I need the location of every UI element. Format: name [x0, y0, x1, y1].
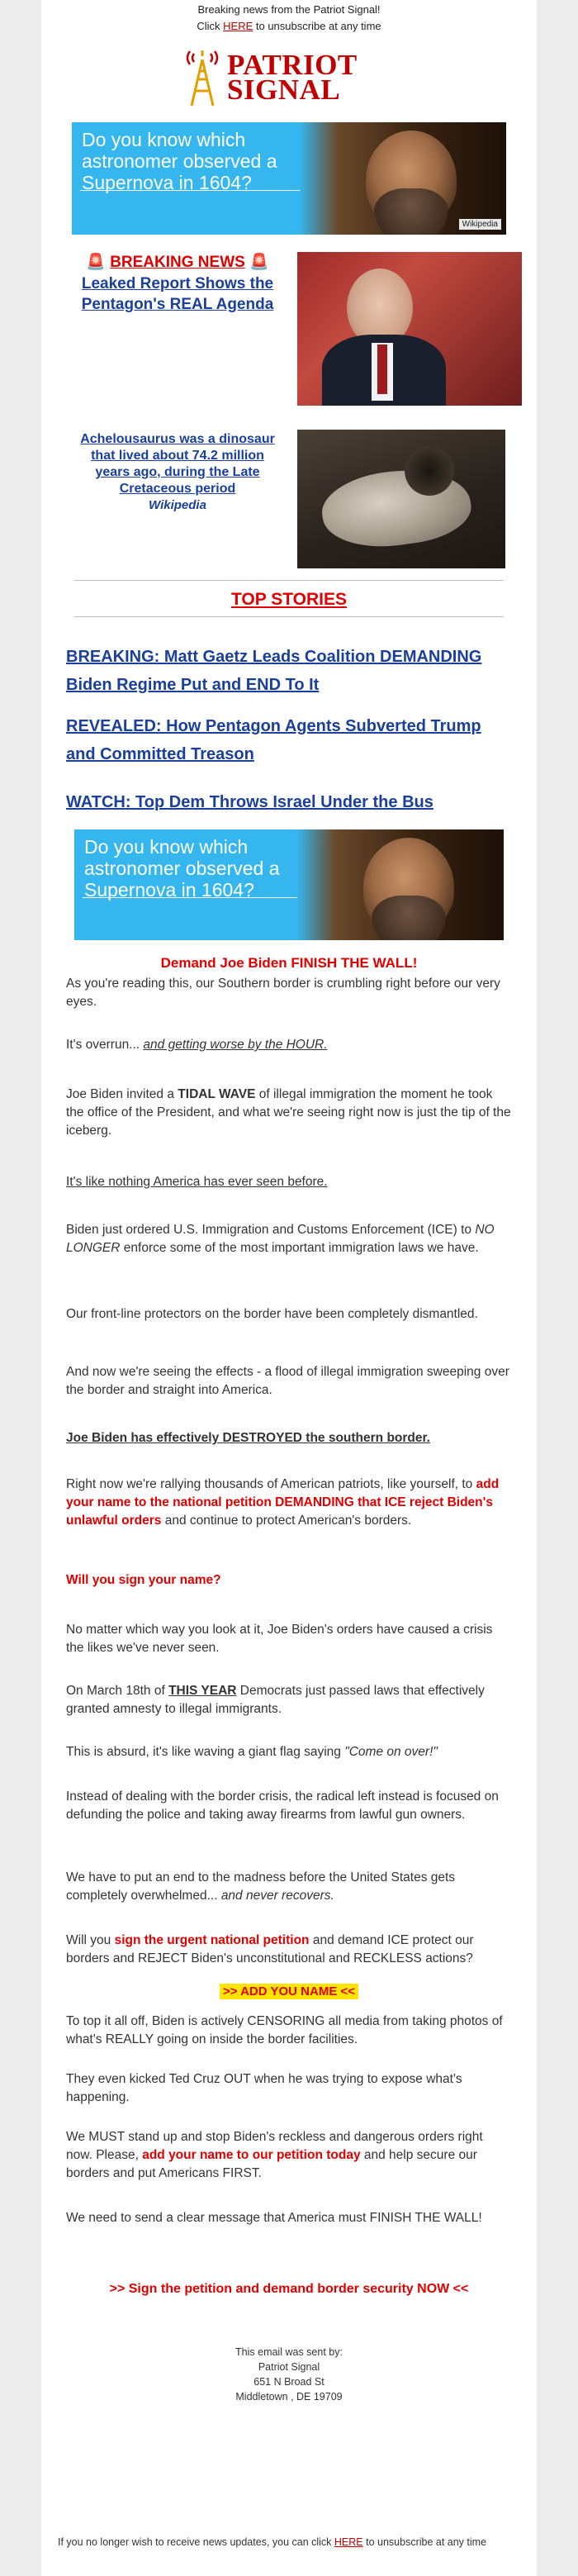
- article-paragraph: Will you sign your name?: [66, 1573, 221, 1587]
- skull-eye: [405, 446, 454, 496]
- sign-petition-link[interactable]: >> Sign the petition and demand border security NOW <<: [109, 2282, 469, 2296]
- article-paragraph: It's like nothing America has ever seen before.: [66, 1175, 328, 1189]
- portrait-beard: [374, 188, 448, 235]
- divider: [74, 616, 504, 617]
- article-paragraph: Joe Biden invited a TIDAL WAVE of illegal immigration the moment he took the office of the President, and what we're seeing right now is just the tip of the iceberg.: [66, 1087, 511, 1138]
- fact-link[interactable]: Achelousaurus was a dinosaur that lived about 74.2 million years ago, during the Late Cretaceous period: [80, 432, 275, 496]
- article-paragraph: On March 18th of THIS YEAR Democrats just passed laws that effectively granted amnesty to illegal immigrants.: [66, 1684, 485, 1716]
- email-body: [41, 0, 537, 2576]
- article-paragraph: Joe Biden has effectively DESTROYED the southern border.: [66, 1431, 430, 1445]
- dinosaur-skull-photo[interactable]: [297, 430, 505, 568]
- ad-question: Do you know which astronomer observed a Supernova in 1604?: [82, 129, 277, 193]
- article-paragraph: Right now we're rallying thousands of American patriots, like yourself, to add your name to the national petition DEMANDING that ICE reject Biden's unlawful orders and continue to protect American's borders.: [66, 1477, 500, 1528]
- photo-tie: [377, 345, 387, 394]
- brand-name: PATRIOT SIGNAL: [227, 49, 358, 106]
- trivia-ad-banner[interactable]: [72, 122, 506, 235]
- breaking-news-photo[interactable]: [297, 252, 522, 406]
- article-paragraph: We have to put an end to the madness before the United States gets completely overwhelmed... and never recovers.: [66, 1870, 456, 1903]
- article-paragraph: It's overrun... and getting worse by the HOUR.: [66, 1038, 328, 1052]
- article-paragraph: Our front-line protectors on the border have been completely dismantled.: [66, 1307, 478, 1321]
- footer-address: This email was sent by: Patriot Signal 651 N Broad St Middletown , DE 19709: [235, 2346, 343, 2403]
- preheader-unsubscribe: Click HERE to unsubscribe at any time: [197, 20, 381, 32]
- top-stories-title: TOP STORIES: [230, 590, 348, 609]
- article-title: Demand Joe Biden FINISH THE WALL!: [160, 955, 418, 971]
- article-paragraph: As you're reading this, our Southern border is crumbling right before our very eyes.: [66, 977, 500, 1009]
- add-name-button[interactable]: >> ADD YOU NAME <<: [220, 1984, 358, 1999]
- footer-unsubscribe: If you no longer wish to receive news updates, you can click HERE to unsubscribe at any time: [58, 2536, 487, 2548]
- astronomer-portrait: [297, 829, 504, 940]
- unsubscribe-link[interactable]: HERE: [223, 20, 253, 32]
- divider: [74, 580, 504, 581]
- preheader-line: Breaking news from the Patriot Signal!: [197, 3, 381, 16]
- fact-source: Wikipedia: [149, 498, 206, 512]
- radio-tower-icon: [182, 48, 223, 107]
- breaking-label: 🚨 BREAKING NEWS 🚨: [86, 254, 269, 271]
- trivia-ad-banner[interactable]: [74, 829, 504, 940]
- footer-unsubscribe-link[interactable]: HERE: [334, 2536, 363, 2548]
- article-paragraph: We need to send a clear message that America must FINISH THE WALL!: [66, 2211, 482, 2225]
- article-paragraph: No matter which way you look at it, Joe Biden's orders have caused a crisis the likes we've never seen.: [66, 1623, 493, 1655]
- top-story-link[interactable]: WATCH: Top Dem Throws Israel Under the Bus: [66, 793, 434, 811]
- article-paragraph: To top it all off, Biden is actively CENSORING all media from taking photos of what's REALLY going on inside the border facilities.: [66, 2014, 503, 2046]
- brand-logo[interactable]: [182, 48, 396, 107]
- top-story-link[interactable]: BREAKING: Matt Gaetz Leads Coalition DEMANDING Biden Regime Put and END To It: [66, 648, 482, 694]
- breaking-news-block: [58, 252, 297, 315]
- article-paragraph: Biden just ordered U.S. Immigration and Customs Enforcement (ICE) to NO LONGER enforce some of the most important immigration laws we have.: [66, 1223, 495, 1255]
- article-paragraph: And now we're seeing the effects - a flood of illegal immigration sweeping over the border and straight into America.: [66, 1365, 509, 1397]
- article-paragraph: This is absurd, it's like waving a giant flag saying "Come on over!": [66, 1745, 438, 1759]
- siren-icon: 🚨: [86, 254, 106, 271]
- article-paragraph: Instead of dealing with the border crisis, the radical left instead is focused on defunding the police and taking away firearms from lawful gun owners.: [66, 1789, 499, 1822]
- article-paragraph: Will you sign the urgent national petition and demand ICE protect our borders and REJECT Biden's unconstitutional and RECKLESS actions?: [66, 1933, 474, 1965]
- article-paragraph: They even kicked Ted Cruz OUT when he was trying to expose what's happening.: [66, 2072, 462, 2104]
- article-paragraph: We MUST stand up and stop Biden's reckless and dangerous orders right now. Please, add your name to our petition today and help secure our borders and put Americans FIRST.: [66, 2130, 483, 2180]
- fact-block: [74, 431, 281, 514]
- add-name-button-wrap: [41, 1984, 537, 1999]
- ad-question: Do you know which astronomer observed a Supernova in 1604?: [84, 836, 280, 901]
- ad-divider: [83, 897, 297, 898]
- astronomer-portrait: [300, 122, 506, 235]
- top-story-link[interactable]: REVEALED: How Pentagon Agents Subverted Trump and Committed Treason: [66, 717, 481, 763]
- portrait-beard: [372, 896, 446, 940]
- breaking-headline-link[interactable]: Leaked Report Shows the Pentagon's REAL Agenda: [81, 275, 274, 313]
- siren-icon: 🚨: [249, 254, 269, 271]
- ad-divider: [80, 190, 300, 191]
- ad-source-badge: Wikipedia: [459, 219, 501, 230]
